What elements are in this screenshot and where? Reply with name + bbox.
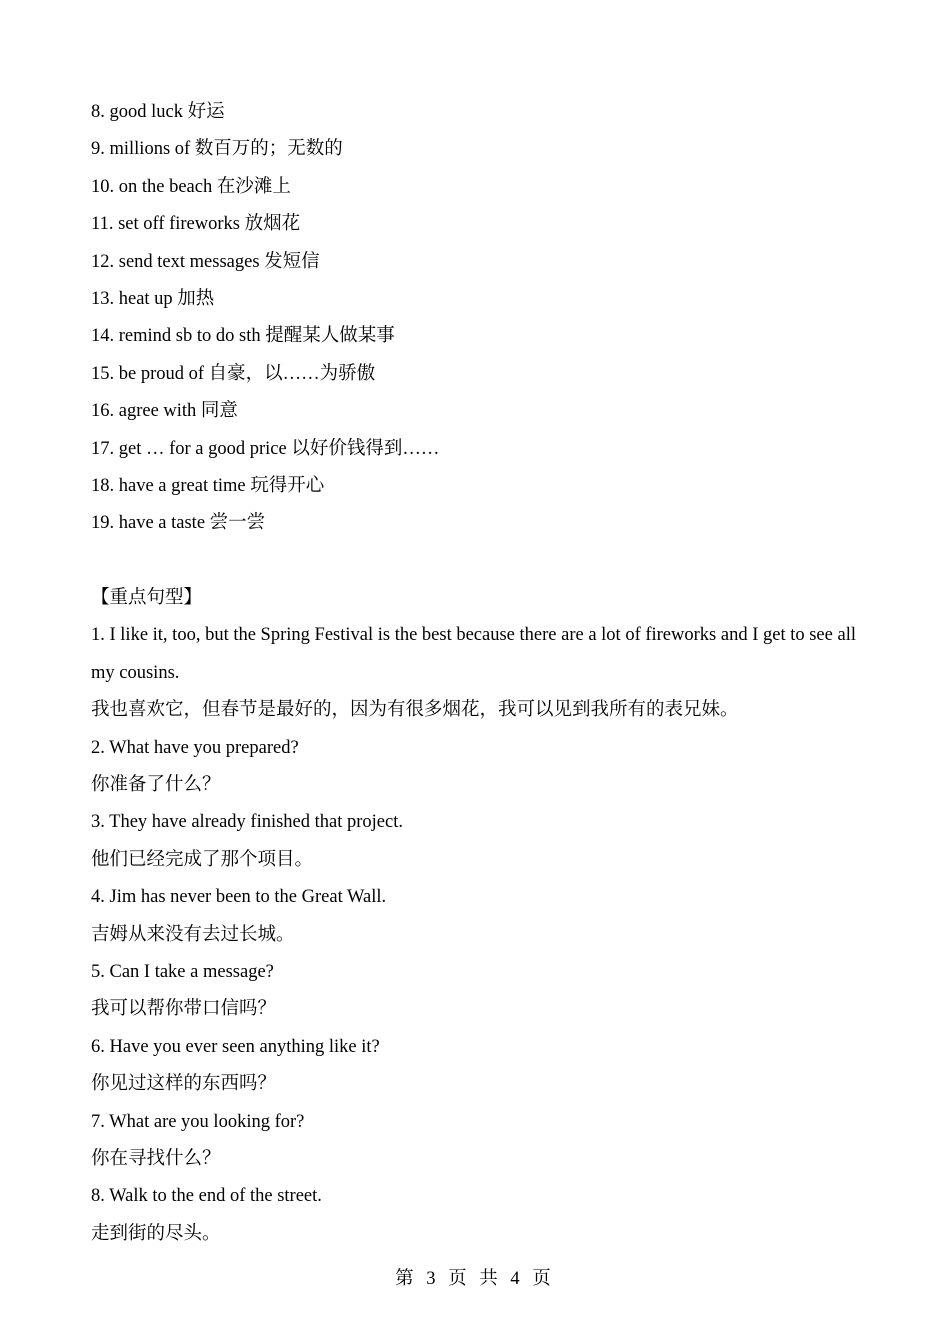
sentence-chinese: 你见过这样的东西吗？ — [91, 1074, 277, 1095]
phrase-item: 9. millions of 数百万的；无数的 — [91, 139, 343, 160]
phrase-item: 8. good luck 好运 — [91, 102, 225, 122]
sentence-chinese: 走到街的尽头。 — [91, 1223, 221, 1244]
sentence-list — [91, 617, 871, 1253]
spacer — [91, 543, 871, 580]
phrase-item: 14. remind sb to do sth 提醒某人做某事 — [91, 326, 395, 347]
sentence-english: 2. What have you prepared? — [91, 737, 299, 758]
phrase-item: 19. have a taste 尝一尝 — [91, 513, 266, 534]
phrase-item: 10. on the beach 在沙滩上 — [91, 176, 291, 197]
sentence-english: 1. I like it, too, but the Spring Festival is the best because there are a lot of fireworks and I get to see all my cousins. — [91, 625, 856, 683]
sentence-chinese: 你在寻找什么？ — [91, 1148, 221, 1169]
phrase-list — [91, 94, 871, 543]
sentence-chinese: 吉姆从来没有去过长城。 — [91, 924, 295, 945]
document-body — [91, 94, 871, 1253]
sentence-english: 8. Walk to the end of the street. — [91, 1186, 322, 1207]
phrase-item: 12. send text messages 发短信 — [91, 251, 320, 272]
sentence-chinese: 我也喜欢它，但春节是最好的，因为有很多烟花，我可以见到我所有的表兄妹。 — [91, 700, 739, 721]
sentence-chinese: 他们已经完成了那个项目。 — [91, 849, 314, 870]
sentence-english: 7. What are you looking for? — [91, 1111, 305, 1132]
sentence-english: 6. Have you ever seen anything like it? — [91, 1036, 380, 1057]
phrase-item: 13. heat up 加热 — [91, 288, 215, 309]
page-footer: 第 3 页 共 4 页 — [395, 1269, 555, 1289]
phrase-item: 16. agree with 同意 — [91, 401, 238, 422]
section-title: 【重点句型】 — [91, 588, 203, 609]
sentence-english: 5. Can I take a message? — [91, 962, 274, 983]
phrase-item: 15. be proud of 自豪，以……为骄傲 — [91, 363, 376, 384]
phrase-item: 17. get … for a good price 以好价钱得到…… — [91, 438, 440, 459]
sentence-chinese: 你准备了什么？ — [91, 775, 221, 796]
sentence-english: 4. Jim has never been to the Great Wall. — [91, 887, 387, 908]
sentence-chinese: 我可以帮你带口信吗？ — [91, 999, 277, 1020]
sentence-english: 3. They have already finished that project. — [91, 812, 403, 833]
phrase-item: 11. set off fireworks 放烟花 — [91, 214, 301, 235]
phrase-item: 18. have a great time 玩得开心 — [91, 475, 325, 496]
